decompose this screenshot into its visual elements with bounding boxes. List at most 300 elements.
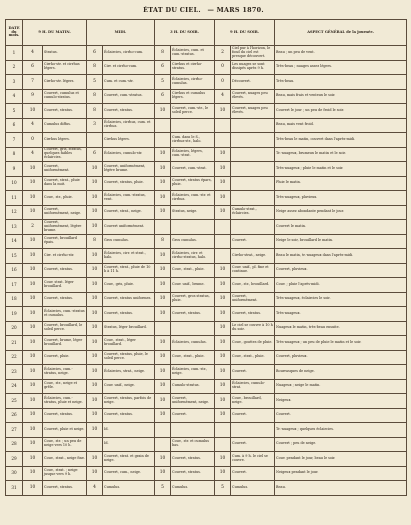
cloud-cover-9pm: 10 [215,292,231,307]
cloud-cover-9am: 6 [23,60,43,75]
general-aspect: Beau, mais frais et venteux le soir. [275,89,407,104]
row-date: 8 [6,147,23,162]
cloud-cover-9pm: 10 [215,452,231,467]
row-date: 3 [6,75,23,90]
table-row [6,365,407,380]
sky-9am: Couv. strat. léger brouillard. [43,278,87,293]
sky-3pm: Cum. dans le S., cirrhus-str., halo. [171,133,215,148]
sky-9am: Couv., strat. ; neige jusque vers 9 h. [43,466,87,481]
sky-9am: Cirr. et cirrho-str. [43,249,87,264]
row-date: 17 [6,278,23,293]
sky-9pm [231,147,275,162]
sky-3pm: Éclaircies, cum. et cum.-stratus. [171,46,215,61]
cloud-cover-noon: 10 [87,263,103,278]
cloud-cover-9pm [215,220,231,235]
sky-noon: Couvert, cum.-stratus. [103,89,155,104]
cloud-cover-9pm [215,249,231,264]
sky-noon: Stratus, léger brouillard. [103,321,155,336]
sky-3pm: Couv., strat., pluie. [171,350,215,365]
sky-3pm: Éclaircies, cum.-str. et cirrhus. [171,191,215,206]
general-aspect: Très-beau ; nuages assez légers. [275,60,407,75]
table-row [6,278,407,293]
general-aspect: Très-beau le matin, couvert dans l'après-midi. [275,133,407,148]
sky-noon: Éclaircies, cirr. et strat., halo. [103,249,155,264]
sky-3pm: Couvert. [171,408,215,423]
sky-9am: Couvert, stratus. [43,292,87,307]
sky-3pm: Couv. unif., brume. [171,278,215,293]
cloud-cover-noon: 10 [87,379,103,394]
cloud-cover-noon: 10 [87,205,103,220]
row-date: 22 [6,350,23,365]
general-aspect: Très-nuageux, éclaircies le soir. [275,292,407,307]
table-row [6,118,407,133]
row-date: 14 [6,234,23,249]
sky-noon: Éclaircies, strat., neige. [103,365,155,380]
sky-3pm: Couvert, gros stratus, pluie. [171,292,215,307]
sky-9pm: Couvert. [231,234,275,249]
cloud-cover-noon: 10 [87,162,103,177]
row-date: 28 [6,437,23,452]
cloud-cover-noon: 10 [87,365,103,380]
sky-9am: Couv., strat., neige fine. [43,452,87,467]
general-aspect: Très-nuageux. [275,307,407,322]
cloud-cover-3pm: 6 [155,60,171,75]
cloud-cover-9am: 10 [23,234,43,249]
cloud-cover-9am: 10 [23,350,43,365]
sky-9am: Couvert, strat., pluie dans la nuit. [43,176,87,191]
sky-noon: Cirr. et cirrho-cum. [103,60,155,75]
sky-noon: Couvert, uniformément, légère brume. [103,162,155,177]
cloud-cover-3pm: 6 [155,89,171,104]
cloud-cover-3pm [155,321,171,336]
cloud-cover-3pm: 10 [155,350,171,365]
general-aspect: Neigeux pendant le jour. [275,466,407,481]
sky-3pm: Stratus, neige. [171,205,215,220]
sky-9am: Couv., str., pluie. [43,191,87,206]
cloud-cover-3pm: 10 [155,408,171,423]
general-aspect: Beau. [275,481,407,496]
sky-noon: Couvert, strat., neige. [103,205,155,220]
cloud-cover-3pm: 10 [155,365,171,380]
cloud-cover-3pm: 8 [155,46,171,61]
sky-9pm: Cirrho-strat., neige. [231,249,275,264]
cloud-cover-9pm: 10 [215,394,231,409]
sky-noon: Éclaircies, cirrhus, cum. et cirrhus. [103,118,155,133]
sky-9pm [231,176,275,191]
cloud-cover-9pm: 10 [215,350,231,365]
cloud-cover-9pm [215,234,231,249]
table-row [6,466,407,481]
sky-9pm: Découvert. [231,75,275,90]
general-aspect: Neigeux. [275,394,407,409]
sky-3pm [171,423,215,438]
cloud-cover-9pm: 0 [215,60,231,75]
sky-noon: Couvert uniformément. [103,220,155,235]
sky-9pm [231,423,275,438]
cloud-cover-3pm: 10 [155,336,171,351]
table-row [6,220,407,235]
cloud-cover-3pm: 10 [155,147,171,162]
table-row [6,162,407,177]
cloud-cover-9am: 10 [23,205,43,220]
sky-3pm: Éclaircies, cirrho-cumulus. [171,75,215,90]
sky-9pm: Couvert. [231,365,275,380]
row-date: 10 [6,176,23,191]
sky-9am: Couvert, brouillard épais. [43,234,87,249]
cloud-cover-9am: 10 [23,394,43,409]
cloud-cover-3pm [155,133,171,148]
sky-9pm: Cumulo-strat., éclaircies. [231,205,275,220]
general-aspect: Très-beau. [275,75,407,90]
sky-9pm: Les nuages se sont dissipés après 9 h. [231,60,275,75]
sky-9am: Couvert, pluie et neige. [43,423,87,438]
row-date: 18 [6,292,23,307]
cloud-cover-noon: 10 [87,394,103,409]
header-3pm: 3 H. DU SOIR. [155,20,215,46]
table-row [6,350,407,365]
cloud-cover-3pm: 10 [155,394,171,409]
cloud-cover-noon: 10 [87,336,103,351]
cloud-cover-noon: 10 [87,220,103,235]
sky-noon: Cum. et cum.-str. [103,75,155,90]
table-row [6,75,407,90]
general-aspect: Couvert, pluvieux. [275,350,407,365]
sky-3pm: Couvert, stratus. [171,466,215,481]
row-date: 31 [6,481,23,496]
row-date: 1 [6,46,23,61]
sky-noon: Couvert, strat., pluie de 10 h à 11 h. [103,263,155,278]
table-row [6,263,407,278]
sky-noon: Id. [103,437,155,452]
cloud-cover-9am: 10 [23,408,43,423]
sky-9am: Couvert, uniformément. [43,162,87,177]
cloud-cover-noon: 10 [87,307,103,322]
sky-9pm: Couv., gouttes de pluie. [231,336,275,351]
cloud-cover-3pm: 10 [155,162,171,177]
sky-3pm: Couv., strat., pluie. [171,263,215,278]
sky-3pm: Éclaircies, cum.-str., neige. [171,365,215,380]
sky-9pm: Couvert, stratus. [231,307,275,322]
general-aspect: Couvert le jour ; un peu de froid le soir. [275,104,407,119]
cloud-cover-noon: 10 [87,191,103,206]
row-date: 2 [6,60,23,75]
sky-9am: Éclaircies, cum.-stratus et cumulus. [43,307,87,322]
cloud-cover-3pm: 10 [155,104,171,119]
sky-9pm [231,162,275,177]
sky-9pm: Couv., brouillard, neige. [231,394,275,409]
sky-3pm: Couvert, stratus. [171,307,215,322]
cloud-cover-3pm: 10 [155,205,171,220]
cloud-cover-3pm: 10 [155,292,171,307]
cloud-cover-9pm: 10 [215,147,231,162]
cloud-cover-9pm: 0 [215,75,231,90]
sky-9pm: Couvert. [231,408,275,423]
sky-9pm [231,118,275,133]
cloud-cover-9am: 10 [23,481,43,496]
sky-noon: Couvert, stratus. [103,408,155,423]
sky-3pm: Cumulus. [171,481,215,496]
row-date: 4 [6,89,23,104]
sky-9am: Couv., str., neige et grêle. [43,379,87,394]
sky-9am: Couvert, gris, stratus, quelques faibles éclaircies. [43,147,87,162]
cloud-cover-9am: 10 [23,437,43,452]
table-row [6,452,407,467]
header-date: DATE du mois. [6,20,23,46]
cloud-cover-9am: 10 [23,423,43,438]
general-aspect: Couvert le matin. [275,220,407,235]
cloud-cover-9am: 10 [23,379,43,394]
cloud-cover-9pm: 10 [215,104,231,119]
table-row [6,133,407,148]
general-aspect: Beau ; un peu de vent. [275,46,407,61]
cloud-cover-3pm [155,437,171,452]
cloud-cover-9am: 10 [23,249,43,264]
cloud-cover-9pm: 10 [215,191,231,206]
sky-3pm: Cirrhus et cumulus légers. [171,89,215,104]
sky-noon: Cumulus. [103,481,155,496]
sky-9pm: Couvert, uniformément. [231,292,275,307]
table-row [6,423,407,438]
cloud-cover-noon: 10 [87,408,103,423]
row-date: 15 [6,249,23,264]
sky-9am: Couvert, brouillard, le soleil perce. [43,321,87,336]
cloud-cover-9am: 10 [23,466,43,481]
sky-9am: Couvert, brume, léger brouillard. [43,336,87,351]
cloud-cover-9pm: 10 [215,365,231,380]
row-date: 13 [6,220,23,235]
sky-9pm [231,191,275,206]
sky-noon: Couvert, stratus. [103,307,155,322]
cloud-cover-3pm: 10 [155,452,171,467]
cloud-cover-noon: 5 [87,75,103,90]
table-row [6,176,407,191]
table-row [6,249,407,264]
cloud-cover-noon: 3 [87,118,103,133]
cloud-cover-9pm: 10 [215,379,231,394]
general-aspect: Tr.-nuageux, brumeux le matin et le soir. [275,147,407,162]
general-aspect: Neige le soir, brouillard le matin. [275,234,407,249]
cloud-cover-3pm: 10 [155,466,171,481]
general-aspect: Tr.-nuageux ; quelques éclaircies. [275,423,407,438]
sky-9am: Couvert, stratus. [43,263,87,278]
cloud-cover-9pm [215,437,231,452]
title-period: — MARS 1870. [207,6,264,14]
sky-9pm: Couvert, nuages peu élevés. [231,104,275,119]
sky-noon: Éclaircies, cumulo-str. [103,147,155,162]
sky-9pm: Cum. à 9 h. le ciel se couvre. [231,452,275,467]
sky-9am: Couvert, uniformément, neige. [43,205,87,220]
sky-noon: Éclaircies, cum.-stratus, vent. [103,191,155,206]
table-row [6,60,407,75]
sky-3pm [171,220,215,235]
sky-noon: Couv., strat., léger brouillard. [103,336,155,351]
cloud-cover-3pm: 5 [155,75,171,90]
sky-3pm: Couvert, uniformément, neige. [171,394,215,409]
table-row [6,394,407,409]
sky-noon: Couvert, strat. et grain de neige. [103,452,155,467]
cloud-cover-9pm: 10 [215,321,231,336]
cloud-cover-noon [87,437,103,452]
sky-3pm: Couvert, cum.-strat. [171,162,215,177]
sky-9pm: Couvert. [231,466,275,481]
sky-9pm: Couvert, nuages peu élevés. [231,89,275,104]
table-row [6,336,407,351]
cloud-cover-9pm: 4 [215,89,231,104]
cloud-cover-9am: 10 [23,263,43,278]
sky-noon: Couvert, stratus. [103,104,155,119]
table-row [6,46,407,61]
sky-3pm: Couvert, stratus épars, pluie. [171,176,215,191]
cloud-cover-noon: 6 [87,147,103,162]
cloud-cover-3pm: 10 [155,307,171,322]
sky-9pm: Couv., str., brouillard. [231,278,275,293]
sky-9am: Couvert, pluie. [43,350,87,365]
cloud-cover-noon: 10 [87,176,103,191]
header-noon: MIDI. [87,20,155,46]
sky-9am: Cirrho-str. et cirrhus légers. [43,60,87,75]
sky-9am: Couvert, cumulus et cumulo-stratus. [43,89,87,104]
cloud-cover-3pm [155,423,171,438]
general-aspect: Nuageux ; neige le matin. [275,379,407,394]
cloud-cover-noon: 10 [87,249,103,264]
sky-9pm: Le ciel se couvre à 10 h du soir. [231,321,275,336]
cloud-cover-9pm [215,423,231,438]
cloud-cover-9am: 7 [23,75,43,90]
sky-noon: Couvert, stratus, pluie. [103,176,155,191]
cloud-cover-3pm: 10 [155,249,171,264]
row-date: 12 [6,205,23,220]
sky-9am: Cumulus diffus. [43,118,87,133]
cloud-cover-noon: 10 [87,278,103,293]
cloud-cover-noon: 10 [87,466,103,481]
sky-3pm: Cirrhus et cirrho-stratus. [171,60,215,75]
row-date: 25 [6,394,23,409]
cloud-cover-9pm [215,133,231,148]
sky-noon: Couvert, stratus, pluie, le soleil perce. [103,350,155,365]
row-date: 7 [6,133,23,148]
cloud-cover-noon [87,133,103,148]
cloud-cover-9am: 10 [23,336,43,351]
sky-9am: Couv., str. ; un peu de neige vers 10 h. [43,437,87,452]
cloud-cover-noon: 8 [87,234,103,249]
sky-3pm: Couv., str. et cumulus bas. [171,437,215,452]
general-aspect: Couvert ; peu de neige. [275,437,407,452]
table-row [6,437,407,452]
row-date: 11 [6,191,23,206]
cloud-cover-9am: 4 [23,147,43,162]
cloud-cover-3pm: 10 [155,278,171,293]
cloud-cover-9pm: 10 [215,278,231,293]
table-row [6,234,407,249]
sky-9pm: Couv., strat., pluie. [231,350,275,365]
row-date: 24 [6,379,23,394]
row-date: 23 [6,365,23,380]
cloud-cover-9am: 10 [23,191,43,206]
sky-9pm: Éclaircies, cumulo-strat. [231,379,275,394]
sky-noon: Couvert, stratus, parfois de neige. [103,394,155,409]
general-aspect: Couv. ; pluie l'après-midi. [275,278,407,293]
sky-9am: Éclaircies, cum.-stratus, pluie et neige. [43,394,87,409]
sky-9pm [231,220,275,235]
table-row [6,307,407,322]
cloud-cover-3pm [155,220,171,235]
cloud-cover-9pm [215,118,231,133]
cloud-cover-9am: 9 [23,89,43,104]
row-date: 26 [6,408,23,423]
sky-9am: Cirrho-str. légers. [43,75,87,90]
cloud-cover-9am: 4 [23,46,43,61]
sky-noon: Id. [103,423,155,438]
weather-table [5,19,407,496]
row-date: 5 [6,104,23,119]
general-aspect: Très-nuageux ; un peu de pluie le matin et le soir. [275,336,407,351]
cloud-cover-9am: 10 [23,321,43,336]
table-row [6,147,407,162]
cloud-cover-9am: 10 [23,176,43,191]
sky-3pm: Couvert, cum.-str., le soleil perce. [171,104,215,119]
general-aspect: Très-nuageux, pluvieux. [275,191,407,206]
cloud-cover-9pm: 10 [215,263,231,278]
cloud-cover-9pm: 10 [215,162,231,177]
cloud-cover-9pm: 10 [215,307,231,322]
sky-noon: Couv. unif., neige. [103,379,155,394]
page-title [0,6,411,14]
sky-3pm: Éclaircies, cumulus. [171,336,215,351]
row-date: 6 [6,118,23,133]
general-aspect: Nuageux le matin, très-beau ensuite. [275,321,407,336]
general-aspect: Couv. pendant le jour, beau le soir. [275,452,407,467]
sky-3pm: Gros cumulus. [171,234,215,249]
row-date: 29 [6,452,23,467]
table-row [6,205,407,220]
cloud-cover-noon: 10 [87,321,103,336]
cloud-cover-3pm: 5 [155,481,171,496]
sky-9am: Couvert, stratus. [43,408,87,423]
cloud-cover-noon: 8 [87,60,103,75]
cloud-cover-noon: 8 [87,89,103,104]
sky-noon: Gros cumulus. [103,234,155,249]
general-aspect: Couvert. [275,408,407,423]
cloud-cover-9am: 10 [23,162,43,177]
row-date: 30 [6,466,23,481]
cloud-cover-9pm: 10 [215,336,231,351]
sky-3pm [171,118,215,133]
cloud-cover-noon: 10 [87,423,103,438]
cloud-cover-9pm: 2 [215,46,231,61]
row-date: 9 [6,162,23,177]
general-aspect: Beau le matin, tr.-nuageux dans l'après-midi. [275,249,407,264]
cloud-cover-9am: 10 [23,307,43,322]
cloud-cover-9pm: 10 [215,408,231,423]
cloud-cover-9am: 10 [23,292,43,307]
row-date: 27 [6,423,23,438]
sky-9pm [231,133,275,148]
row-date: 20 [6,321,23,336]
table-row [6,321,407,336]
header-row [6,20,407,46]
general-aspect: Beau, mais vent froid. [275,118,407,133]
row-date: 19 [6,307,23,322]
table-row [6,481,407,496]
sky-9am: Éclaircies, cum.-stratus, neige. [43,365,87,380]
sky-9pm: Ciel pur à l'horizon, le fond du ciel est presque découvert. [231,46,275,61]
sky-noon: Couvert, stratus uniformes. [103,292,155,307]
sky-9am: Couvert, stratus. [43,104,87,119]
cloud-cover-3pm: 10 [155,379,171,394]
sky-9pm: Couv. unif., pl. fine et continue. [231,263,275,278]
general-aspect: Pluie le matin. [275,176,407,191]
general-aspect: Très-nuageux ; pluie le matin et le soir. [275,162,407,177]
